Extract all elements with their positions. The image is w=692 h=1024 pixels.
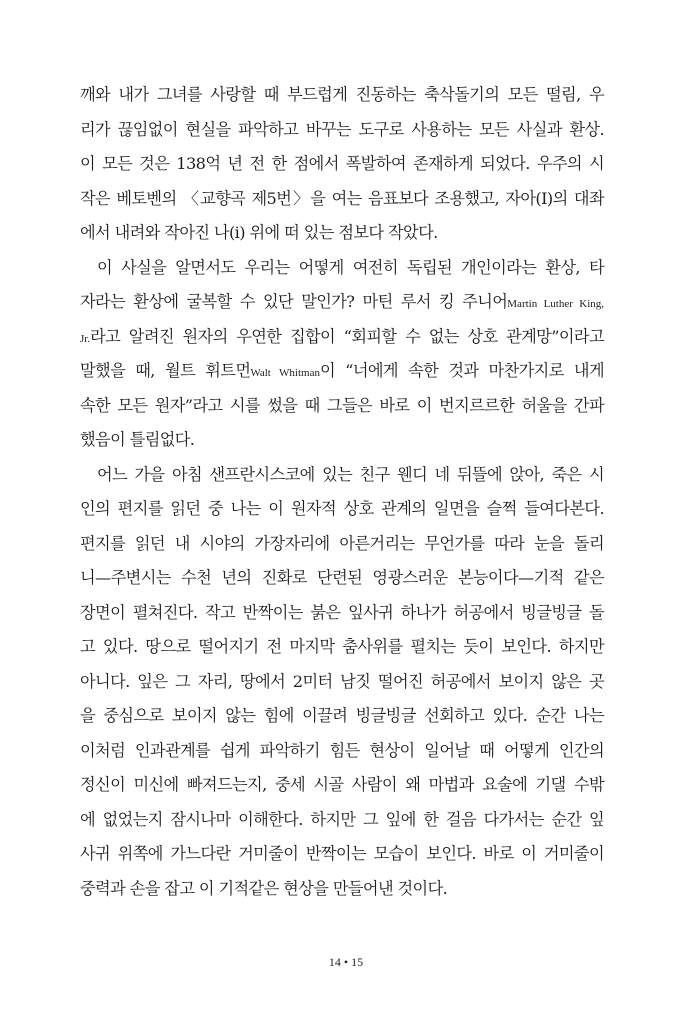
text-line: 작은 베토벤의 〈교향곡 제5번〉을 여는 음표보다 조용했고, 자아(I)의 대좌 xyxy=(80,188,604,208)
english-name-mlk: Martin Luther King, xyxy=(507,298,604,310)
text-line: 중력과 손을 잡고 이 기적같은 현상을 만들어낸 것이다. xyxy=(80,878,448,898)
text-line: 니—주변시는 수천 년의 진화로 단련된 영광스러운 본능이다—기적 같은 xyxy=(80,568,604,587)
text-line xyxy=(80,285,604,320)
english-name-whitman: Walt Whitman xyxy=(250,367,320,379)
text-line: 정신이 미신에 빠져드는지, 중세 시골 사람이 왜 마법과 요술에 기댈 수밖 xyxy=(80,775,604,794)
text-line: 에서 내려와 작아진 나(i) 위에 떠 있는 점보다 작았다. xyxy=(80,223,438,242)
text-segment: 라고 알려진 원자의 우연한 집합이 “회피할 수 없는 상호 관계망”이라고 xyxy=(90,326,604,346)
book-page-text xyxy=(80,78,604,906)
text-segment: 자라는 환상에 굴복할 수 있단 말인가? 마틴 루서 킹 주니어 xyxy=(80,292,508,311)
paragraph-start-line: 어느 가을 아침 샌프란시스코에 있는 친구 웬디 네 뒤뜰에 앉아, 죽은 시 xyxy=(97,464,604,484)
paragraph-start-line: 이 사실을 알면서도 우리는 어떻게 여전히 독립된 개인이라는 환상, 타 xyxy=(97,257,604,277)
text-line xyxy=(80,320,604,355)
text-line: 리가 끊임없이 현실을 파악하고 바꾸는 도구로 사용하는 모든 사실과 환상. xyxy=(80,119,604,139)
text-line: 장면이 펼쳐진다. 작고 반짝이는 붉은 잎사귀 하나가 허공에서 빙글빙글 돌 xyxy=(80,602,604,622)
text-line: 고 있다. 땅으로 떨어지기 전 마지막 춤사위를 펼치는 듯이 보인다. 하지만 xyxy=(80,637,604,656)
text-line xyxy=(80,354,604,389)
text-line: 에 없었는지 잠시나마 이해한다. 하지만 그 잎에 한 걸음 다가서는 순간 잎 xyxy=(80,809,604,829)
text-line: 을 중심으로 보이지 않는 힘에 이끌려 빙글빙글 선회하고 있다. 순간 나는 xyxy=(80,706,604,725)
text-segment: 이 “너에게 속한 것과 마찬가지로 내게 xyxy=(319,361,604,380)
text-line: 이처럼 인과관계를 쉽게 파악하기 힘든 현상이 일어날 때 어떻게 인간의 xyxy=(80,740,604,760)
text-line: 했음이 틀림없다. xyxy=(80,430,195,449)
text-segment: 말했을 때, 월트 휘트먼 xyxy=(80,361,251,380)
text-line: 속한 모든 원자”라고 시를 썼을 때 그들은 바로 이 번지르르한 허울을 간파 xyxy=(80,395,604,415)
text-line: 편지를 읽던 내 시야의 가장자리에 아른거리는 무언가를 따라 눈을 돌리 xyxy=(80,533,604,553)
text-line: 인의 편지를 읽던 중 나는 이 원자적 상호 관계의 일면을 슬쩍 들여다본다. xyxy=(80,499,604,518)
text-line: 이 모든 것은 138억 년 전 한 점에서 폭발하여 존재하게 되었다. 우주의 시 xyxy=(80,154,604,173)
page-number: 14 • 15 xyxy=(328,955,364,969)
text-line: 아니다. 잎은 그 자리, 땅에서 2미터 남짓 떨어진 허공에서 보이지 않은 곳 xyxy=(80,671,604,691)
text-line: 사귀 위쪽에 가느다란 거미줄이 반짝이는 모습이 보인다. 바로 이 거미줄이 xyxy=(80,844,604,863)
english-name-mlk-suffix: Jr. xyxy=(80,332,91,345)
text-line: 깨와 내가 그녀를 사랑할 때 부드럽게 진동하는 축삭돌기의 모든 떨림, 우 xyxy=(80,85,604,104)
